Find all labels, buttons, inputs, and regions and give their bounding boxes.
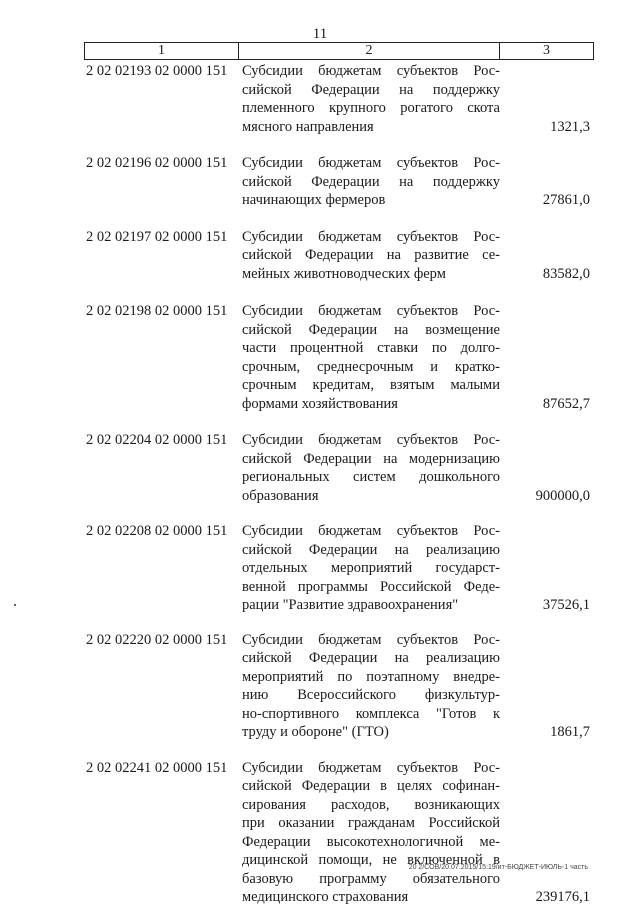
description-line: Субсидии бюджетам субъектов Рос- <box>242 759 500 776</box>
row-amount <box>500 759 594 907</box>
description-line: Субсидии бюджетам субъектов Рос- <box>242 303 500 319</box>
description-line: сийской Федерации на развитие се- <box>242 247 500 263</box>
row-amount <box>500 522 594 615</box>
row-description <box>242 631 500 742</box>
description-line: срочным кредитам, взятым малыми <box>242 377 500 393</box>
description-line: сирования расходов, возникающих <box>242 796 500 813</box>
table-body <box>84 62 594 907</box>
row-code: 2 02 02197 02 0000 151 <box>86 228 228 245</box>
row-amount-value: 83582,0 <box>542 265 590 282</box>
description-line: венной программы Российской Феде- <box>242 578 500 595</box>
description-line: Субсидии бюджетам субъектов Рос- <box>242 432 500 448</box>
description-line: Субсидии бюджетам субъектов Рос- <box>242 228 500 245</box>
description-line: медицинского страхования <box>242 889 409 905</box>
table-row <box>84 631 594 742</box>
description-line: Субсидии бюджетам субъектов Рос- <box>242 631 500 648</box>
header-col-3: 3 <box>543 43 550 58</box>
description-line: части процентной ставки по долго- <box>242 340 500 356</box>
description-line: сийской Федерации на поддержку <box>242 81 500 98</box>
row-description <box>242 302 500 413</box>
row-amount <box>500 302 594 413</box>
description-line: нию Всероссийского физкультур- <box>242 687 500 703</box>
description-line: дицинской помощи, не включенной в <box>242 852 500 868</box>
row-description <box>242 154 500 210</box>
table-row <box>84 62 594 136</box>
description-line: мероприятий по поэтапному внедре- <box>242 668 500 685</box>
footer-note: 20 2/СОВ/20.07.2015/15:19/ит-БЮДЖЕТ-ИЮЛЬ-1 часть <box>408 864 588 871</box>
row-code: 2 02 02208 02 0000 151 <box>86 523 228 539</box>
table-row <box>84 431 594 505</box>
description-line: сийской Федерации на модернизацию <box>242 450 500 467</box>
table-row <box>84 522 594 615</box>
row-amount <box>500 431 594 505</box>
row-description <box>242 522 500 615</box>
description-line: племенного крупного рогатого скота <box>242 100 500 116</box>
description-line: базовую программу обязательного <box>242 870 500 887</box>
description-line: при оказании гражданам Российской <box>242 815 500 831</box>
header-col-2: 2 <box>239 43 500 59</box>
description-line: срочным, среднесрочным и кратко- <box>242 358 500 375</box>
page-number: 11 <box>312 26 328 42</box>
table-header <box>84 42 594 60</box>
table-row <box>84 302 594 413</box>
row-code: 2 02 02198 02 0000 151 <box>86 303 228 319</box>
description-line: региональных систем дошкольного <box>242 469 500 485</box>
row-amount <box>500 631 594 742</box>
description-line: отдельных мероприятий государст- <box>242 560 500 576</box>
row-description <box>242 431 500 505</box>
description-line: начинающих фермеров <box>242 192 386 208</box>
row-amount-value: 87652,7 <box>542 395 590 412</box>
description-line: Субсидии бюджетам субъектов Рос- <box>242 155 500 171</box>
row-code: 2 02 02241 02 0000 151 <box>86 759 228 776</box>
description-line: рации "Развитие здравоохранения" <box>242 597 459 613</box>
row-amount-value: 900000,0 <box>535 487 590 504</box>
row-description <box>242 228 500 284</box>
row-amount-value: 1861,7 <box>550 724 590 740</box>
description-line: сийской Федерации в целях софинан- <box>242 778 500 794</box>
description-line: образования <box>242 487 319 504</box>
description-line: сийской Федерации на реализацию <box>242 650 500 666</box>
row-code: 2 02 02193 02 0000 151 <box>86 63 228 79</box>
table-row <box>84 759 594 907</box>
description-line: Федерации высокотехнологичной ме- <box>242 833 500 850</box>
row-amount-value: 239176,1 <box>535 889 590 905</box>
description-line: формами хозяйствования <box>242 395 398 412</box>
description-line: сийской Федерации на реализацию <box>242 541 500 558</box>
row-code: 2 02 02220 02 0000 151 <box>86 631 228 648</box>
description-line: мясного направления <box>242 118 374 135</box>
row-amount-value: 37526,1 <box>542 597 590 613</box>
row-description <box>242 759 500 907</box>
row-amount <box>500 62 594 136</box>
header-col-1: 1 <box>85 43 239 59</box>
row-amount <box>500 228 594 284</box>
row-amount-value: 1321,3 <box>550 118 590 135</box>
description-line: труду и обороне" (ГТО) <box>242 724 389 740</box>
description-line: Субсидии бюджетам субъектов Рос- <box>242 523 500 539</box>
table-row <box>84 228 594 284</box>
description-line: сийской Федерации на возмещение <box>242 321 500 338</box>
scan-speck <box>14 604 16 606</box>
row-description <box>242 62 500 136</box>
description-line: сийской Федерации на поддержку <box>242 173 500 190</box>
row-code: 2 02 02204 02 0000 151 <box>86 432 228 448</box>
description-line: Субсидии бюджетам субъектов Рос- <box>242 63 500 79</box>
row-amount-value: 27861,0 <box>542 192 590 208</box>
table-row <box>84 154 594 210</box>
row-code: 2 02 02196 02 0000 151 <box>86 155 228 171</box>
description-line: но-спортивного комплекса "Готов к <box>242 705 500 722</box>
description-line: мейных животноводческих ферм <box>242 265 446 282</box>
row-amount <box>500 154 594 210</box>
